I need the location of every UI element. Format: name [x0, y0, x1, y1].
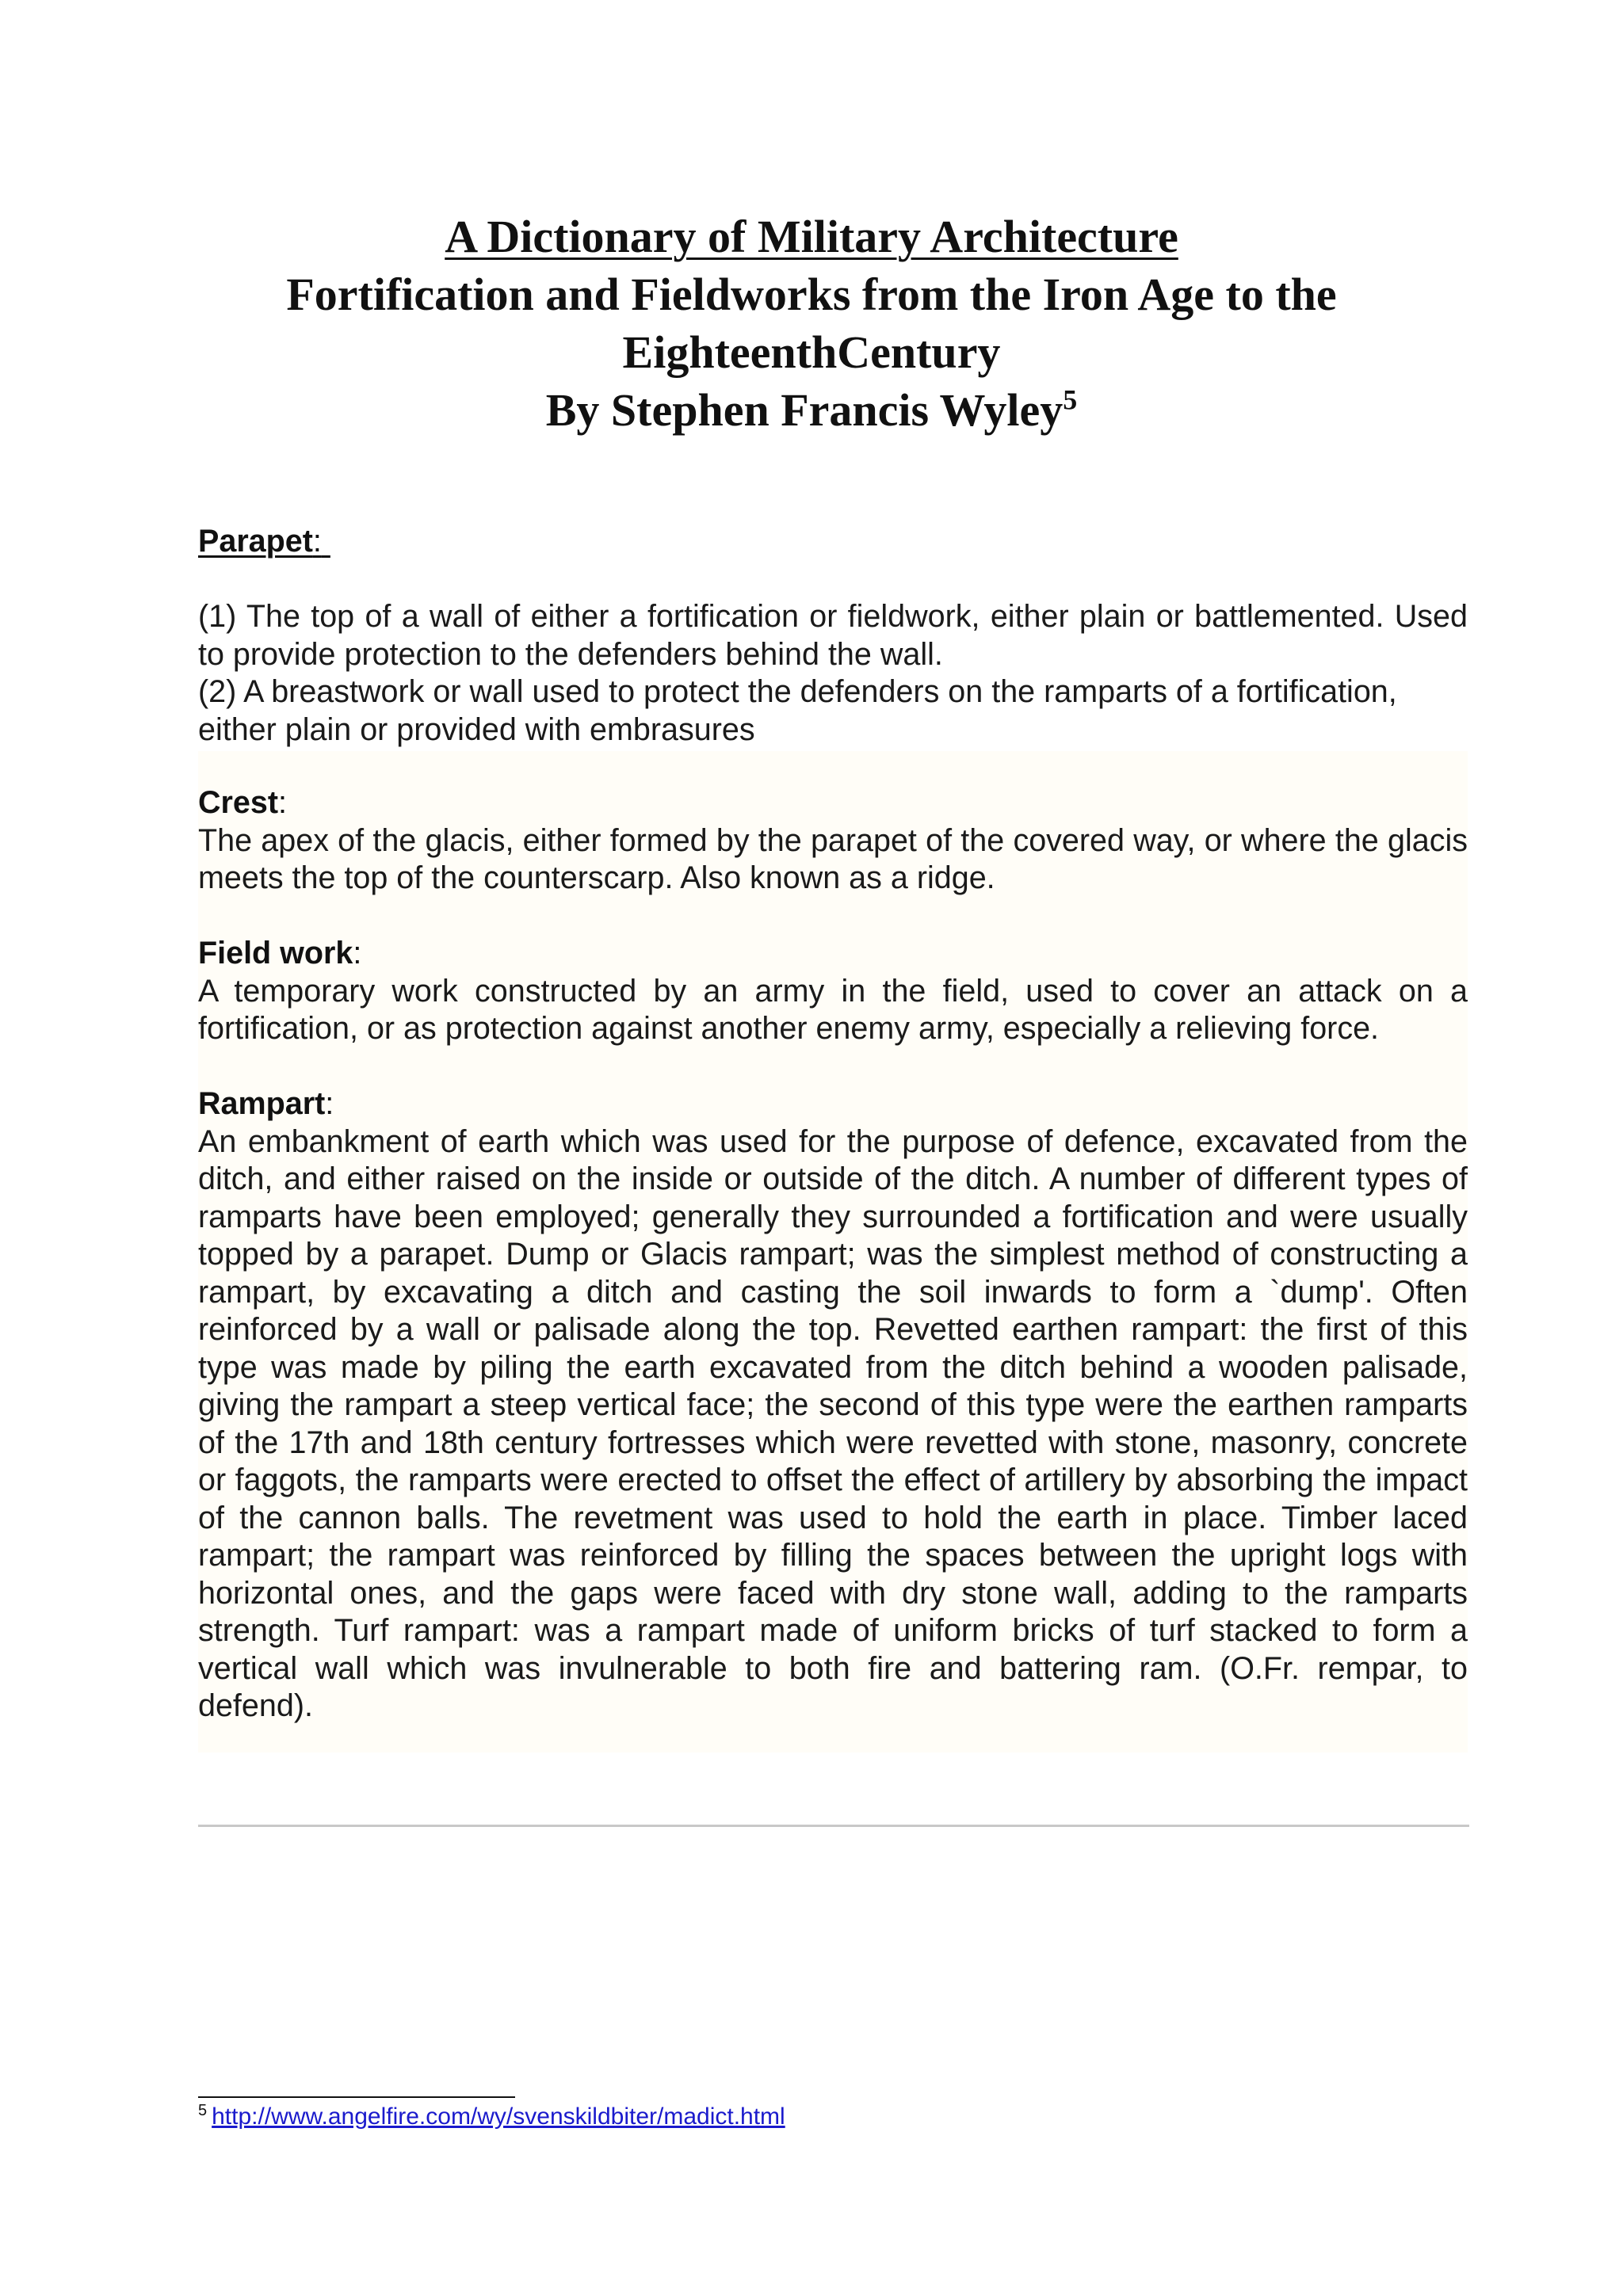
entry-definition: The apex of the glacis, either formed by the parapet of the covered way, or where the glacis meets the top of the counterscarp. Also known as a ridge.	[198, 822, 1468, 895]
entry-colon: :	[325, 1086, 334, 1121]
parapet-definition-2: (2) A breastwork or wall used to protect the defenders on the ramparts of a fortification, either plain or provided with embrasures	[198, 674, 1397, 747]
title-line-3: EighteenthCentury	[622, 326, 1001, 378]
entry-field-work	[198, 935, 1468, 1048]
section-divider	[198, 1825, 1469, 1827]
footnote	[198, 2101, 785, 2133]
document-title	[158, 208, 1465, 439]
title-line-2: Fortification and Fieldworks from the Iron Age to the	[286, 269, 1337, 320]
entry-term: Rampart	[198, 1086, 326, 1121]
footnote-link[interactable]: http://www.angelfire.com/wy/svenskildbiter/madict.html	[212, 2103, 785, 2130]
footnote-separator	[198, 2096, 515, 2098]
footnote-marker: 5	[198, 2102, 208, 2119]
entry-term: Crest	[198, 785, 278, 820]
parapet-heading	[198, 523, 330, 561]
entry-colon: :	[278, 785, 287, 820]
entry-term: Field work	[198, 936, 353, 971]
entry-crest	[198, 784, 1468, 898]
parapet-definition-1: (1) The top of a wall of either a fortification or fieldwork, either plain or battlemented. Used to provide protection to the defenders behind the wall.	[198, 599, 1468, 672]
parapet-definitions	[198, 598, 1468, 749]
entry-rampart	[198, 1085, 1468, 1726]
entry-colon: :	[353, 936, 362, 971]
entry-definition: A temporary work constructed by an army in the field, used to cover an attack on a fortification, or as protection against another enemy army, especially a relieving force.	[198, 973, 1468, 1046]
glossary-entries	[198, 784, 1468, 1726]
parapet-colon: :	[312, 524, 322, 559]
parapet-term: Parapet	[198, 524, 313, 559]
footnote-reference[interactable]: 5	[1063, 383, 1078, 416]
title-author-line	[158, 381, 1465, 439]
entry-definition: An embankment of earth which was used for the purpose of defence, excavated from the ditch, and either raised on the inside or outside of the ditch. A number of different types of ramparts have been employed; generally they surrounded a fortification and were usually topped by a parapet. Dump or Glacis rampart; was the simplest method of constructing a rampart, by excavating a ditch and casting the soil inwards to form a `dump'. Often reinforced by a wall or palisade along the top. Revetted earthen rampart: the first of this type was made by piling the earth excavated from the ditch behind a wooden palisade, giving the rampart a steep vertical face; the second of this type were the earthen ramparts of the 17th and 18th century fortresses which were revetted with stone, masonry, concrete or faggots, the ramparts were erected to offset the effect of artillery by absorbing the impact of the cannon balls. The revetment was used to hold the earth in place. Timber laced rampart; the rampart was reinforced by filling the spaces between the upright logs with horizontal ones, and the gaps were faced with dry stone wall, adding to the ramparts strength. Turf rampart: was a rampart made of uniform bricks of turf stacked to form a vertical wall which was invulnerable to both fire and battering ram. (O.Fr. rempar, to defend).	[198, 1123, 1468, 1723]
title-line-1: A Dictionary of Military Architecture	[445, 211, 1178, 262]
author-byline: By Stephen Francis Wyley	[545, 384, 1064, 436]
